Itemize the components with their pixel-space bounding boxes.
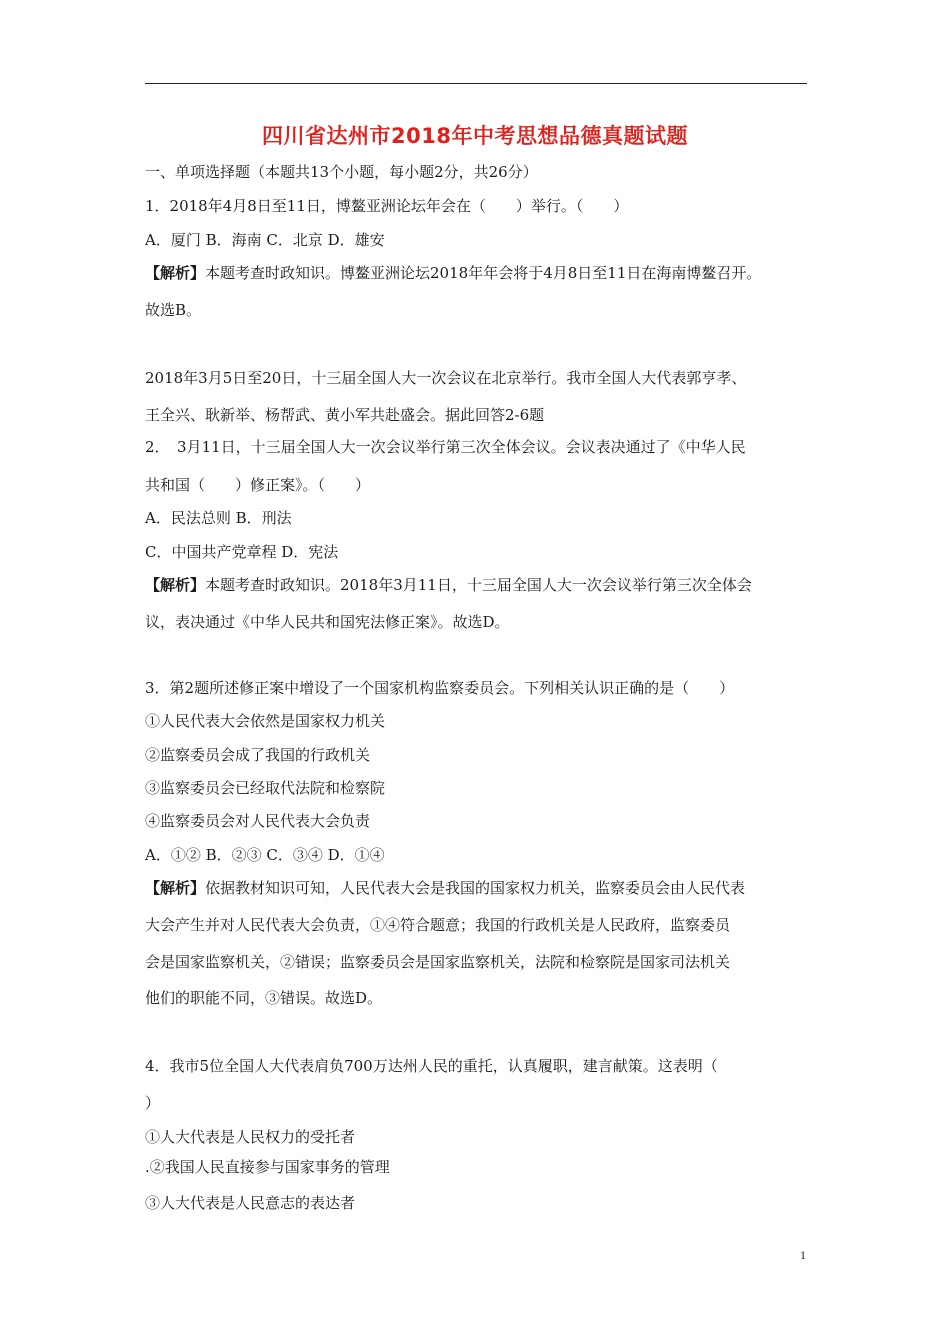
question-4: 4．我市5位全国人大代表肩负700万达州人民的重托，认真履职，建言献策。这表明（	[145, 1057, 718, 1075]
question-3: 3．第2题所述修正案中增设了一个国家机构监察委员会。下列相关认识正确的是（ ）	[145, 679, 735, 697]
question-1-answer: 故选B。	[145, 301, 202, 319]
analysis-tag: 【解析】	[145, 576, 206, 594]
question-3-analysis-cont-2: 会是国家监察机关，②错误；监察委员会是国家监察机关，法院和检察院是国家司法机关	[145, 953, 731, 971]
question-2-options-cd: C．中国共产党章程 D．宪法	[145, 543, 339, 561]
question-1-analysis: 【解析】本题考查时政知识。博鳌亚洲论坛2018年年会将于4月8日至11日在海南博鳌召开。	[145, 264, 762, 282]
page-number: 1	[800, 1248, 806, 1262]
question-2-analysis-cont: 议，表决通过《中华人民共和国宪法修正案》。故选D。	[145, 613, 510, 631]
question-3-analysis-cont-1: 大会产生并对人民代表大会负责，①④符合题意；我国的行政机关是人民政府，监察委员	[145, 916, 731, 934]
analysis-tag: 【解析】	[145, 264, 206, 282]
question-4-item-1: ①人大代表是人民权力的受托者	[145, 1128, 356, 1146]
question-3-item-4: ④监察委员会对人民代表大会负责	[145, 812, 371, 830]
analysis-tag: 【解析】	[145, 879, 206, 897]
question-1: 1．2018年4月8日至11日，博鳌亚洲论坛年会在（ ）举行。（ ）	[145, 197, 629, 215]
material-intro: 2018年3月5日至20日，十三届全国人大一次会议在北京举行。我市全国人大代表郭亨孝、	[145, 369, 747, 387]
question-2-cont: 共和国（ ）修正案》。（ ）	[145, 476, 371, 494]
document-title: 四川省达州市2018年中考思想品德真题试题	[262, 124, 688, 148]
question-4-item-3: ③人大代表是人民意志的表达者	[145, 1194, 356, 1212]
material-intro-cont: 王全兴、耿新举、杨帮武、黄小军共赴盛会。据此回答2-6题	[145, 406, 545, 424]
question-4-item-2: .②我国人民直接参与国家事务的管理	[145, 1158, 390, 1176]
question-3-analysis: 【解析】依据教材知识可知，人民代表大会是我国的国家权力机关，监察委员会由人民代表	[145, 879, 746, 897]
question-3-item-1: ①人民代表大会依然是国家权力机关	[145, 712, 386, 730]
question-3-options: A．①② B．②③ C．③④ D．①④	[145, 846, 385, 864]
question-3-item-2: ②监察委员会成了我国的行政机关	[145, 746, 371, 764]
question-3-item-3: ③监察委员会已经取代法院和检察院	[145, 779, 386, 797]
header-rule	[145, 83, 807, 84]
question-2: 2． 3月11日，十三届全国人大一次会议举行第三次全体会议。会议表决通过了《中华人民	[145, 438, 746, 456]
question-4-cont: ）	[145, 1094, 161, 1112]
section-heading: 一、单项选择题（本题共13个小题，每小题2分，共26分）	[145, 163, 538, 181]
question-2-analysis: 【解析】本题考查时政知识。2018年3月11日，十三届全国人大一次会议举行第三次全体会	[145, 576, 752, 594]
question-2-options-ab: A．民法总则 B．刑法	[145, 509, 292, 527]
question-1-options: A．厦门 B．海南 C．北京 D．雄安	[145, 231, 385, 249]
question-3-analysis-cont-3: 他们的职能不同，③错误。故选D。	[145, 989, 383, 1007]
